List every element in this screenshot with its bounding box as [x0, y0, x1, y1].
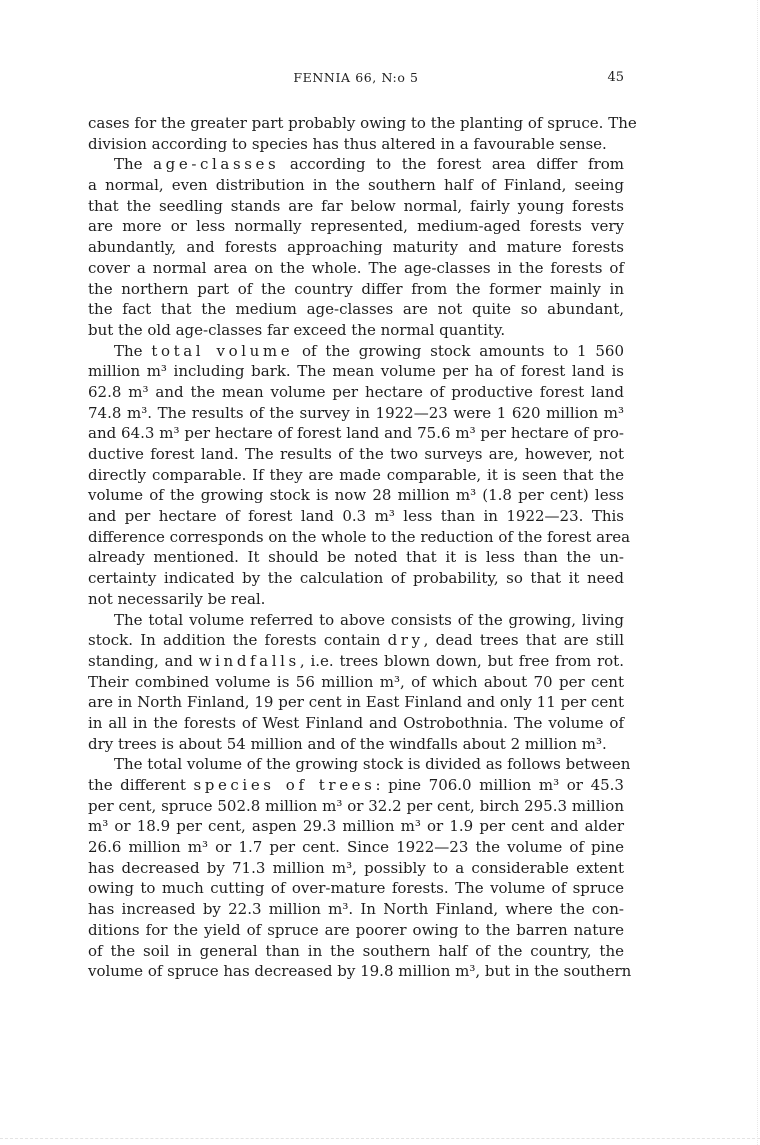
- text-line: are in North Finland, 19 per cent in East Finland and only 11 per cent: [88, 693, 624, 712]
- text-line: 74.8 m³. The results of the survey in 1922—23 were 1 620 million m³: [88, 403, 624, 422]
- text-line: cases for the greater part probably owing to the planting of spruce. The: [88, 114, 637, 132]
- text-line: ditions for the yield of spruce are poorer owing to the barren nature: [88, 920, 624, 939]
- text-line: the fact that the medium age-classes are not quite so abundant,: [88, 300, 624, 319]
- text-line: not necessarily be real.: [88, 589, 266, 608]
- text-line: 62.8 m³ and the mean volume per hectare of productive forest land: [88, 382, 624, 401]
- text-line: The total volume of the growing stock amounts to 1 560: [114, 341, 625, 360]
- text-line: and per hectare of forest land 0.3 m³ less than in 1922—23. This: [88, 507, 624, 526]
- text-line: The age-classes according to the forest area differ from: [114, 155, 624, 174]
- text-line: m³ or 18.9 per cent, aspen 29.3 million m³ or 1.9 per cent and alder: [88, 817, 624, 836]
- text-line: of the soil in general than in the southern half of the country, the: [88, 941, 624, 960]
- text-line: division according to species has thus altered in a favourable sense.: [88, 134, 607, 153]
- text-line: ductive forest land. The results of the two surveys are, however, not: [88, 445, 624, 463]
- text-line: the northern part of the country differ from the former mainly in: [88, 279, 624, 298]
- scan-edge-right: [757, 0, 758, 1145]
- text-line: stock. In addition the forests contain dry, dead trees that are still: [88, 631, 624, 650]
- text-line: dry trees is about 54 million and of the windfalls about 2 million m³.: [88, 734, 607, 753]
- page-header: [88, 70, 624, 90]
- text-line: and 64.3 m³ per hectare of forest land and 75.6 m³ per hectare of pro-: [88, 424, 624, 443]
- text-line: million m³ including bark. The mean volume per ha of forest land is: [88, 362, 624, 381]
- text-line: 26.6 million m³ or 1.7 per cent. Since 1922—23 the volume of pine: [88, 838, 624, 857]
- page-number: 45: [607, 70, 624, 85]
- text-line: in all in the forests of West Finland and Ostrobothnia. The volume of: [88, 713, 624, 732]
- scan-edge-bottom: [0, 1138, 760, 1139]
- text-line: cover a normal area on the whole. The age-classes in the forests of: [88, 258, 624, 277]
- text-line: volume of spruce has decreased by 19.8 million m³, but in the southern: [88, 962, 632, 981]
- text-line: standing, and windfalls, i.e. trees blown down, but free from rot.: [88, 651, 624, 670]
- text-line: volume of the growing stock is now 28 million m³ (1.8 per cent) less: [88, 486, 624, 505]
- text-line: abundantly, and forests approaching maturity and mature forests: [88, 238, 624, 257]
- text-line: owing to much cutting of over-mature forests. The volume of spruce: [88, 879, 624, 898]
- body-text: [88, 113, 637, 982]
- text-line: has increased by 22.3 million m³. In North Finland, where the con-: [88, 900, 624, 919]
- text-line: the different species of trees: pine 706.0 million m³ or 45.3: [88, 776, 624, 794]
- text-line: difference corresponds on the whole to the reduction of the forest area: [88, 527, 631, 546]
- text-line: has decreased by 71.3 million m³, possibly to a considerable extent: [88, 858, 624, 877]
- text-line: Their combined volume is 56 million m³, of which about 70 per cent: [88, 672, 624, 691]
- running-head: FENNIA 66, N:o 5: [293, 70, 419, 85]
- text-line: that the seedling stands are far below normal, fairly young forests: [88, 196, 624, 215]
- text-line: already mentioned. It should be noted that it is less than the un-: [88, 548, 624, 567]
- text-line: a normal, even distribution in the southern half of Finland, seeing: [88, 176, 624, 195]
- text-line: directly comparable. If they are made comparable, it is seen that the: [88, 465, 624, 484]
- text-line: certainty indicated by the calculation of probability, so that it need: [88, 569, 624, 588]
- text-line: but the old age-classes far exceed the normal quantity.: [88, 320, 506, 339]
- text-line: are more or less normally represented, medium-aged forests very: [88, 217, 624, 236]
- text-line: The total volume referred to above consists of the growing, living: [114, 610, 624, 629]
- text-line: The total volume of the growing stock is divided as follows between: [114, 755, 631, 774]
- text-line: per cent, spruce 502.8 million m³ or 32.2 per cent, birch 295.3 million: [88, 796, 624, 815]
